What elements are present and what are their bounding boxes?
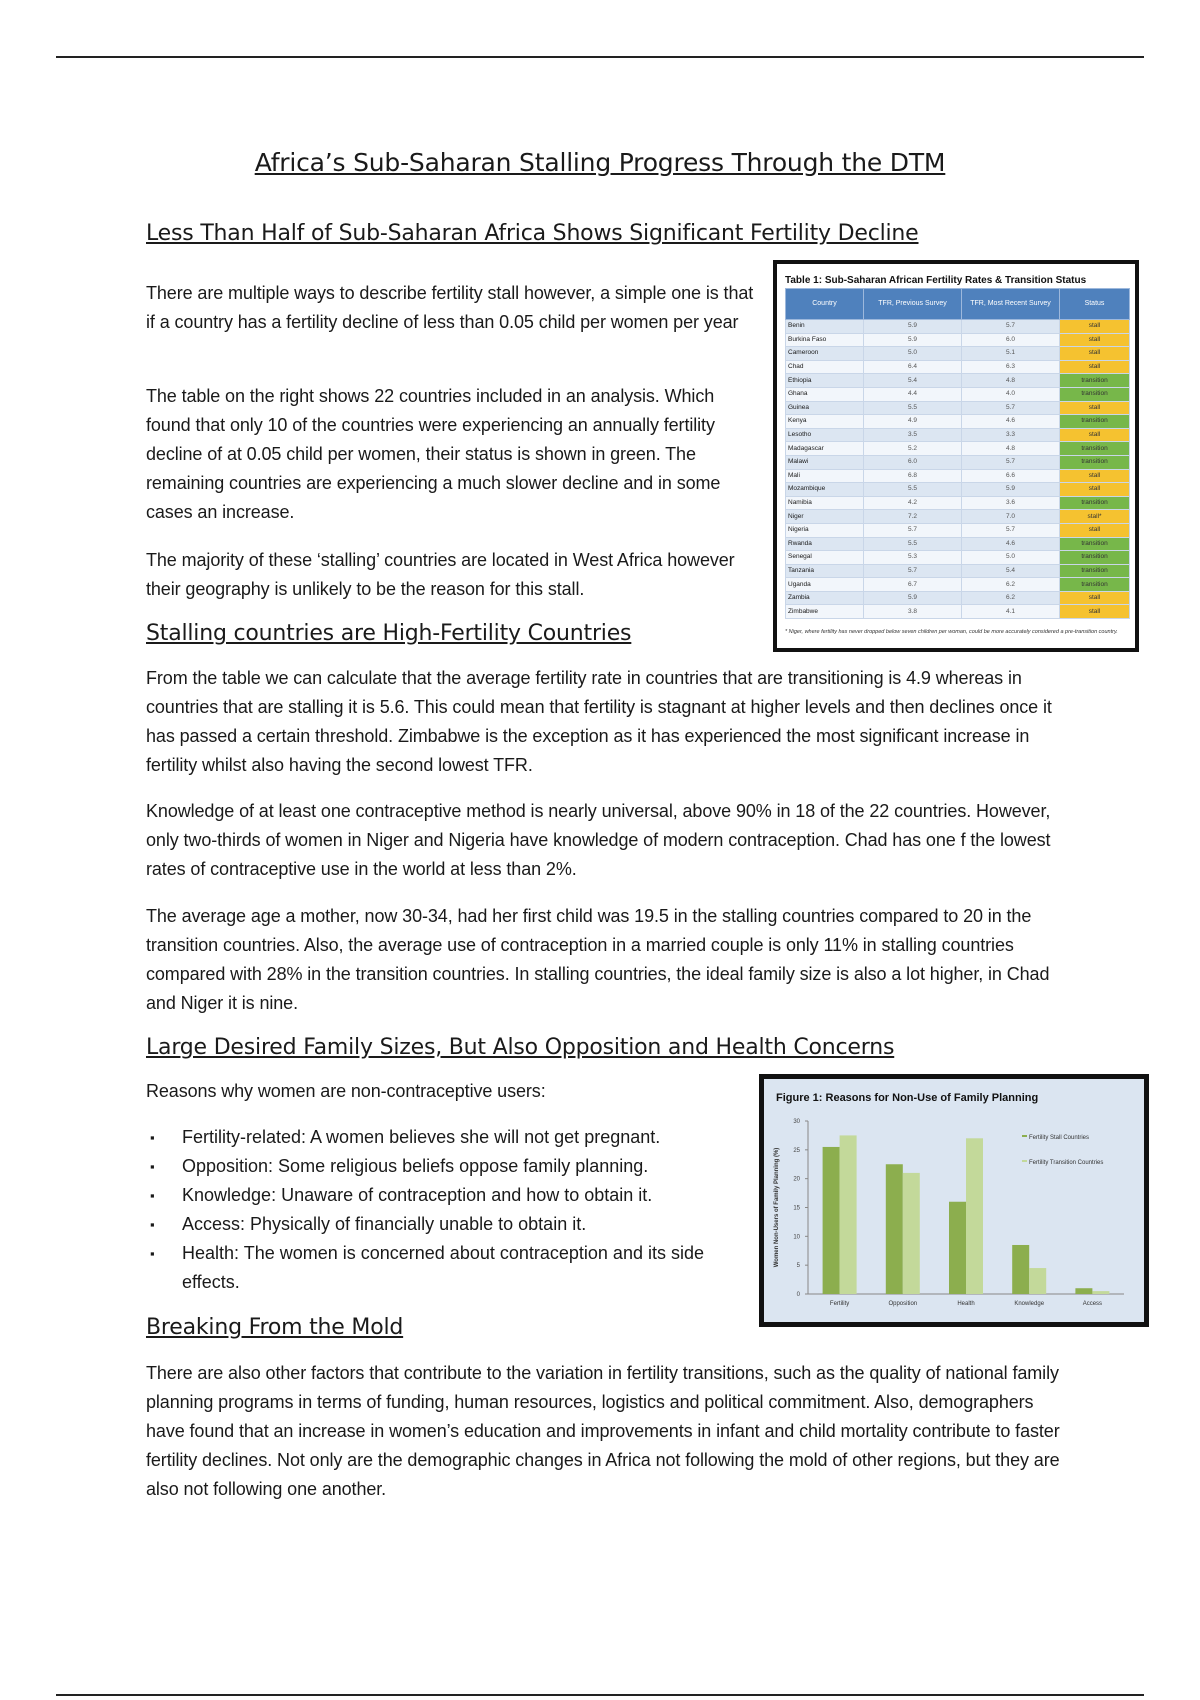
table-row [786,605,1130,619]
chart-x-tick-label: Fertility [829,1301,850,1307]
table-header-country: Country [786,289,864,320]
table-cell-country: Tanzania [786,564,864,578]
reasons-list [146,1123,746,1297]
table-row [786,455,1130,469]
chart-bar [966,1138,983,1294]
paragraph-reasons-intro: Reasons why women are non-contraceptive users: [146,1081,546,1101]
table-header-status: Status [1060,289,1130,320]
table-cell-status: stall [1060,523,1130,537]
table-cell-tfr-previous: 6.4 [864,360,962,374]
table-cell-tfr-previous: 5.5 [864,401,962,415]
table-cell-tfr-previous: 3.8 [864,605,962,619]
table-row [786,523,1130,537]
table-cell-country: Benin [786,320,864,334]
chart-bar [1012,1245,1029,1294]
table-cell-country: Uganda [786,578,864,592]
bullet-icon: ▪ [150,1159,155,1174]
table-cell-status: stall [1060,401,1130,415]
paragraph-first-child-age: The average age a mother, now 30-34, had her first child was 19.5 in the stalling countries compared to 20 in the transition countries. Also, the average use of contraception in a married couple is only 11% in stalling countries compared with 28% in the transition countries. In stalling countries, the ideal family size is also a lot higher, in Chad and Niger it is nine. [146,906,1050,1013]
table-cell-status: transition [1060,415,1130,429]
chart-bar [903,1173,920,1294]
list-item [146,1210,746,1239]
table-cell-country: Rwanda [786,537,864,551]
table-cell-status: transition [1060,537,1130,551]
table-cell-tfr-previous: 6.8 [864,469,962,483]
table-row [786,564,1130,578]
table-row [786,510,1130,524]
table-cell-country: Mozambique [786,483,864,497]
list-item-text: Fertility-related: A women believes she will not get pregnant. [182,1127,661,1147]
top-rule [56,56,1144,58]
table-cell-country: Nigeria [786,523,864,537]
table-cell-country: Ethiopia [786,374,864,388]
table-cell-tfr-previous: 4.4 [864,387,962,401]
list-item-text: Knowledge: Unaware of contraception and how to obtain it. [182,1185,653,1205]
chart-y-tick-label: 25 [793,1147,800,1154]
table-cell-country: Namibia [786,496,864,510]
table-cell-country: Madagascar [786,442,864,456]
paragraph-contraceptive-knowledge: Knowledge of at least one contraceptive method is nearly universal, above 90% in 18 of the 22 countries. However, only two-thirds of women in Niger and Nigeria have knowledge of modern contraception. Chad has one f the lowest rates of contraceptive use in the world at less than 2%. [146,801,1051,879]
table-cell-tfr-recent: 4.6 [962,415,1060,429]
table-cell-tfr-recent: 6.6 [962,469,1060,483]
chart-legend-swatch [1022,1135,1027,1137]
bullet-icon: ▪ [150,1130,155,1145]
chart-bar [949,1202,966,1294]
paragraph-west-africa: The majority of these ‘stalling’ countries are located in West Africa however their geography is unlikely to be the reason for this stall. [146,550,735,599]
table-cell-tfr-previous: 4.2 [864,496,962,510]
chart-bar [823,1147,840,1294]
table-row [786,591,1130,605]
chart-x-tick-label: Health [957,1301,975,1307]
chart-y-tick-label: 20 [793,1176,800,1183]
table-row [786,374,1130,388]
table-cell-status: transition [1060,442,1130,456]
table-row [786,401,1130,415]
table-cell-tfr-previous: 5.3 [864,551,962,565]
chart-x-tick-label: Knowledge [1014,1301,1045,1307]
paragraph-other-factors: There are also other factors that contribute to the variation in fertility transitions, such as the quality of national family planning programs in terms of funding, human resources, logistics and political commitment. Also, demographers have found that an increase in women’s education and improvements in infant and child mortality contribute to faster fertility declines. Not only are the demographic changes in Africa not following the mold of other regions, but they are also not following one another. [146,1363,1060,1499]
table-cell-tfr-recent: 6.2 [962,578,1060,592]
document-title: Africa’s Sub-Saharan Stalling Progress Through the DTM [254,148,946,177]
table-cell-status: stall [1060,320,1130,334]
table-cell-country: Senegal [786,551,864,565]
table-row [786,496,1130,510]
chart-legend-swatch [1022,1160,1027,1162]
chart-y-tick-label: 30 [793,1119,800,1125]
table-header-tfr-recent: TFR, Most Recent Survey [962,289,1060,320]
table-cell-tfr-recent: 3.6 [962,496,1060,510]
table-cell-tfr-recent: 4.1 [962,605,1060,619]
bullet-icon: ▪ [150,1246,155,1261]
table-cell-country: Mali [786,469,864,483]
table-cell-status: stall [1060,605,1130,619]
table-cell-tfr-recent: 5.7 [962,455,1060,469]
table-row [786,469,1130,483]
table-cell-country: Cameroon [786,347,864,361]
table-cell-status: transition [1060,496,1130,510]
table-cell-country: Zimbabwe [786,605,864,619]
table-row [786,428,1130,442]
table-cell-tfr-previous: 7.2 [864,510,962,524]
table-cell-tfr-recent: 4.0 [962,387,1060,401]
table-cell-tfr-recent: 5.0 [962,551,1060,565]
table-row [786,320,1130,334]
chart-x-tick-label: Opposition [888,1301,918,1307]
table-cell-status: transition [1060,578,1130,592]
table-cell-country: Malawi [786,455,864,469]
table-row [786,551,1130,565]
list-item [146,1181,746,1210]
table-cell-status: stall [1060,469,1130,483]
chart-legend-entry: Fertility Stall Countries [1029,1135,1090,1141]
section-heading-fertility-decline: Less Than Half of Sub-Saharan Africa Shows Significant Fertility Decline [146,221,919,246]
table-cell-status: transition [1060,387,1130,401]
list-item [146,1123,746,1152]
table-cell-country: Niger [786,510,864,524]
chart-bar [1092,1291,1109,1294]
table-cell-status: stall [1060,483,1130,497]
table-row [786,537,1130,551]
table-row [786,483,1130,497]
table-cell-country: Lesotho [786,428,864,442]
table-cell-tfr-previous: 5.5 [864,537,962,551]
table-row [786,578,1130,592]
table-cell-country: Guinea [786,401,864,415]
table-cell-tfr-recent: 5.9 [962,483,1060,497]
table-cell-country: Zambia [786,591,864,605]
table-cell-tfr-previous: 5.9 [864,333,962,347]
table-cell-tfr-previous: 5.2 [864,442,962,456]
table-cell-tfr-recent: 3.3 [962,428,1060,442]
table-row [786,333,1130,347]
table-cell-tfr-recent: 5.4 [962,564,1060,578]
table-cell-tfr-previous: 5.9 [864,320,962,334]
table-cell-tfr-recent: 5.7 [962,401,1060,415]
table-cell-status: transition [1060,551,1130,565]
chart-y-tick-label: 10 [793,1234,800,1241]
list-item [146,1239,746,1297]
table-cell-status: transition [1060,374,1130,388]
table-cell-status: transition [1060,564,1130,578]
table-row [786,360,1130,374]
table-cell-status: stall* [1060,510,1130,524]
table-cell-country: Kenya [786,415,864,429]
bullet-icon: ▪ [150,1217,155,1232]
table-cell-tfr-recent: 6.0 [962,333,1060,347]
chart-y-axis-label: Women Non-Users of Family Planning (%) [774,1147,780,1268]
table-cell-tfr-recent: 4.8 [962,442,1060,456]
fertility-table [785,288,1130,619]
table-cell-tfr-previous: 4.9 [864,415,962,429]
table-cell-country: Burkina Faso [786,333,864,347]
table-cell-status: stall [1060,333,1130,347]
chart-bar [1029,1268,1046,1294]
table-cell-tfr-previous: 5.0 [864,347,962,361]
paragraph-average-fertility: From the table we can calculate that the average fertility rate in countries that are transitioning is 4.9 whereas in countries that are stalling it is 5.6. This could mean that fertility is stagnant at higher levels and then declines once it has passed a certain threshold. Zimbabwe is the exception as it has experienced the most significant increase in fertility whilst also having the second lowest TFR. [146,668,1052,775]
list-item [146,1152,746,1181]
chart-y-tick-label: 5 [796,1263,800,1270]
table-cell-status: stall [1060,428,1130,442]
reasons-chart [764,1079,1144,1322]
paragraph-fertility-stall-definition: There are multiple ways to describe fertility stall however, a simple one is that if a country has a fertility decline of less than 0.05 child per women per year [146,283,754,332]
table-row [786,387,1130,401]
table-cell-status: stall [1060,347,1130,361]
list-item-text: Opposition: Some religious beliefs oppose family planning. [182,1156,649,1176]
bullet-icon: ▪ [150,1188,155,1203]
chart-title: Figure 1: Reasons for Non-Use of Family Planning [776,1092,1039,1104]
table-cell-tfr-recent: 6.2 [962,591,1060,605]
table-cell-tfr-previous: 5.7 [864,523,962,537]
section-heading-family-sizes: Large Desired Family Sizes, But Also Opposition and Health Concerns [146,1035,895,1060]
chart-y-tick-label: 0 [796,1292,800,1298]
table-cell-tfr-recent: 5.1 [962,347,1060,361]
table-cell-country: Chad [786,360,864,374]
table-row [786,442,1130,456]
table-cell-tfr-previous: 6.0 [864,455,962,469]
table-cell-country: Ghana [786,387,864,401]
table-cell-tfr-recent: 4.8 [962,374,1060,388]
fertility-table-figure [773,260,1139,652]
table-cell-tfr-previous: 3.5 [864,428,962,442]
table-cell-tfr-previous: 5.4 [864,374,962,388]
table-cell-tfr-recent: 7.0 [962,510,1060,524]
table-cell-status: stall [1060,360,1130,374]
table-cell-tfr-previous: 5.5 [864,483,962,497]
chart-bar [1075,1288,1092,1294]
chart-bar [886,1164,903,1294]
table-cell-tfr-previous: 5.7 [864,564,962,578]
bottom-rule [56,1694,1144,1696]
table-cell-tfr-previous: 6.7 [864,578,962,592]
chart-x-tick-label: Access [1082,1301,1103,1307]
table-caption: Table 1: Sub-Saharan African Fertility Rates & Transition Status [785,275,1087,286]
table-cell-tfr-recent: 4.6 [962,537,1060,551]
paragraph-table-summary: The table on the right shows 22 countries included in an analysis. Which found that only 10 of the countries were experiencing an annually fertility decline of at 0.05 child per women, their status is shown in green. The remaining countries are experiencing a much slower decline and in some cases an increase. [146,386,721,522]
section-heading-high-fertility: Stalling countries are High-Fertility Countries [146,621,632,646]
list-item-text: Health: The women is concerned about contraception and its side effects. [182,1243,704,1292]
chart-y-tick-label: 15 [793,1205,800,1212]
table-cell-tfr-recent: 5.7 [962,523,1060,537]
table-cell-tfr-previous: 5.9 [864,591,962,605]
table-cell-tfr-recent: 6.3 [962,360,1060,374]
list-item-text: Access: Physically of financially unable to obtain it. [182,1214,587,1234]
table-row [786,347,1130,361]
table-header-tfr-previous: TFR, Previous Survey [864,289,962,320]
table-cell-status: transition [1060,455,1130,469]
table-cell-status: stall [1060,591,1130,605]
chart-legend-entry: Fertility Transition Countries [1029,1160,1104,1166]
section-heading-breaking-mold: Breaking From the Mold [146,1315,404,1340]
reasons-chart-figure [759,1074,1149,1327]
table-footnote: * Niger, where fertility has never dropped below seven children per woman, could be more accurately considered a pre-transition country. [785,629,1118,636]
table-cell-tfr-recent: 5.7 [962,320,1060,334]
table-row [786,415,1130,429]
chart-bar [840,1135,857,1294]
